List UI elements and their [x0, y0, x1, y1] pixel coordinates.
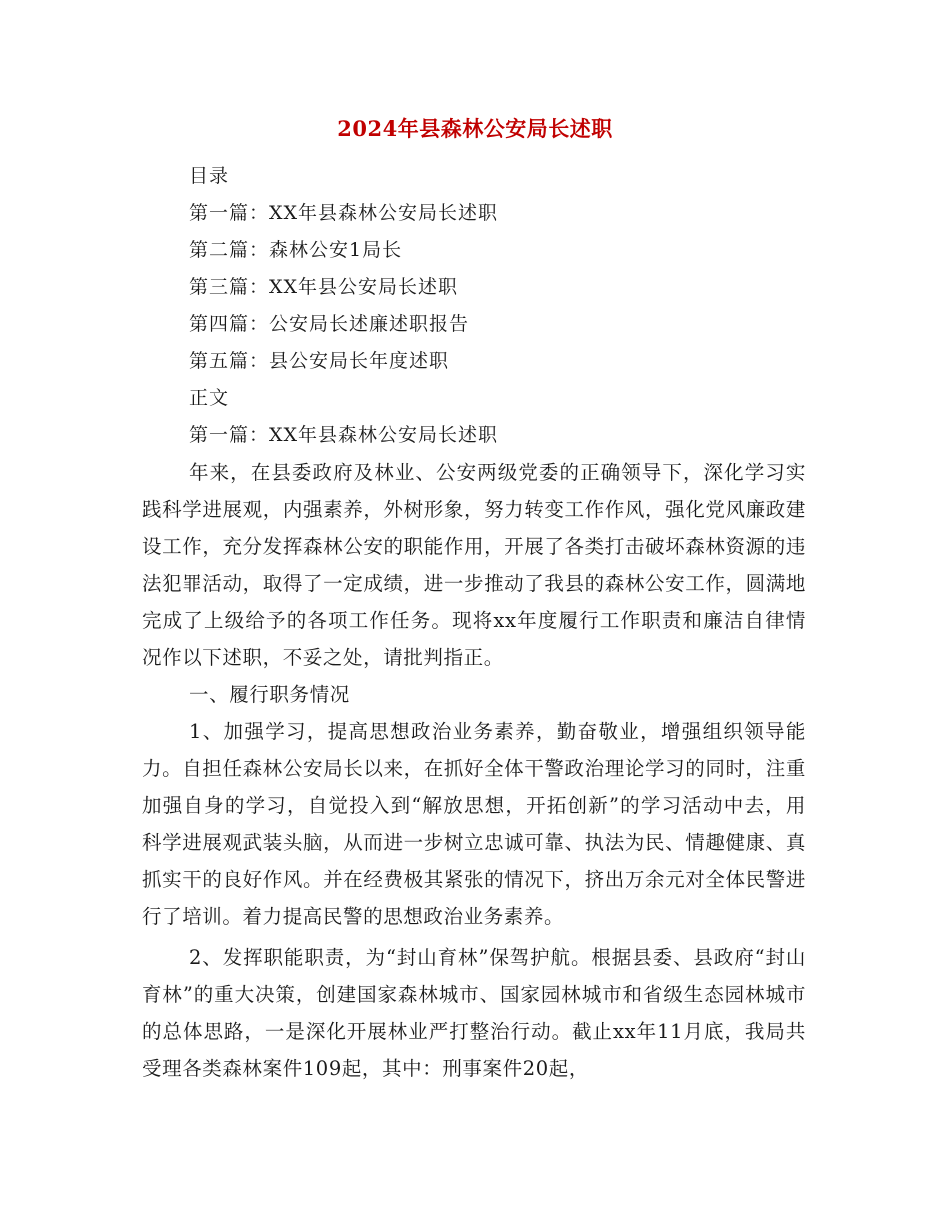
toc-item-2: 第二篇：森林公安1局长: [189, 239, 403, 261]
toc-item-5: 第五篇：县公安局长年度述职: [189, 350, 450, 372]
toc-item-3: 第三篇：XX年县公安局长述职: [189, 276, 459, 298]
paragraph-2: 2、发挥职能职责，为“封山育林”保驾护航。根据县委、县政府“封山育林”的重大决策，创建国家森林城市、国家园林城市和省级生态园林城市的总体思路，一是深化开展林业严打整治行动。截止xx年11月底，我局共受理各类森林案件109起，其中：刑事案件20起，: [142, 946, 806, 1080]
table-of-contents: [189, 158, 809, 454]
chapter-title: 第一篇：XX年县森林公安局长述职: [189, 424, 499, 446]
intro-paragraph: 年来，在县委政府及林业、公安两级党委的正确领导下，深化学习实践科学进展观，内强素养，外树形象，努力转变工作作风，强化党风廉政建设工作，充分发挥森林公安的职能作用，开展了各类打击破坏森林资源的违法犯罪活动，取得了一定成绩，进一步推动了我县的森林公安工作，圆满地完成了上级给予的各项工作任务。现将xx年度履行工作职责和廉洁自律情况作以下述职，不妥之处，请批判指正。: [142, 461, 806, 669]
body-heading: 正文: [189, 387, 230, 409]
toc-item-4: 第四篇：公安局长述廉述职报告: [189, 313, 470, 335]
document-body: [142, 454, 806, 1087]
toc-item-1: 第一篇：XX年县森林公安局长述职: [189, 202, 499, 224]
section-heading: 一、履行职务情况: [189, 683, 350, 706]
paragraph-1: 1、加强学习，提高思想政治业务素养，勤奋敬业，增强组织领导能力。自担任森林公安局长以来，在抓好全体干警政治理论学习的同时，注重加强自身的学习，自觉投入到“解放思想，开拓创新”的学习活动中去，用科学进展观武装头脑，从而进一步树立忠诚可靠、执法为民、情趣健康、真抓实干的良好作风。并在经费极其紧张的情况下，挤出万余元对全体民警进行了培训。着力提高民警的思想政治业务素养。: [142, 720, 806, 928]
document-title: 2024年县森林公安局长述职: [337, 116, 613, 141]
toc-heading: 目录: [189, 165, 230, 187]
